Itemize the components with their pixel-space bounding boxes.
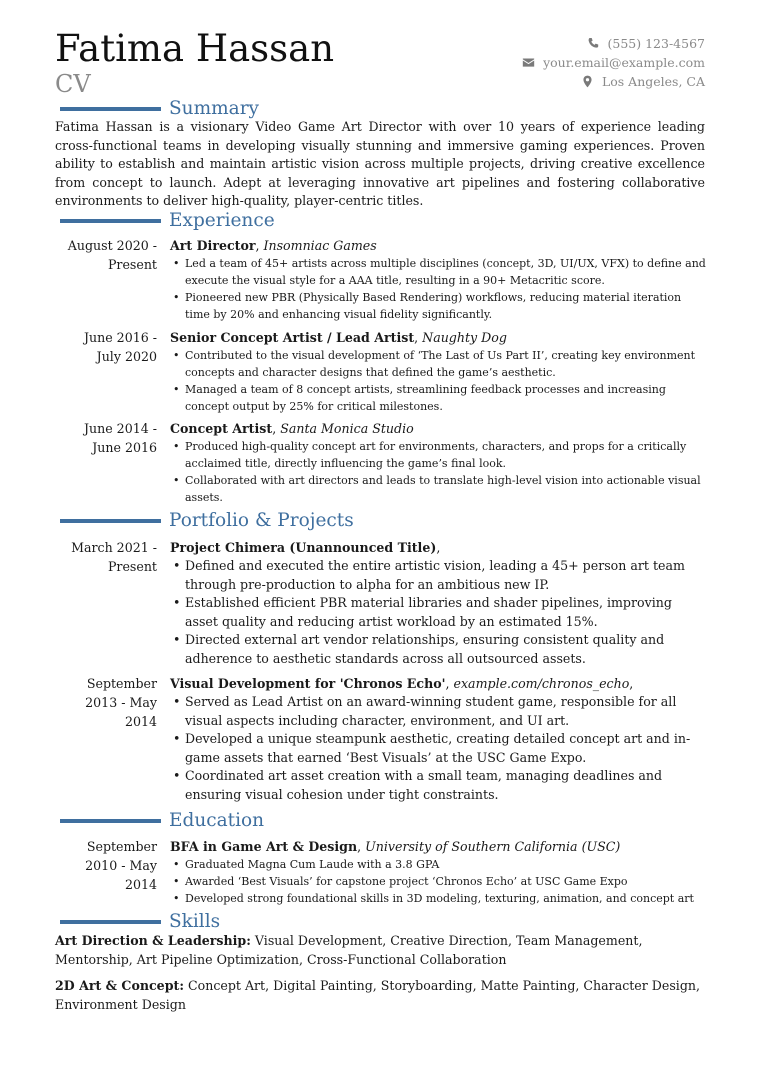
entry-body [170,419,707,506]
bullet-item: • Managed a team of 8 concept artists, streamlining feedback processes and increasing concept output by 25% for critical milestones. [170,381,707,415]
date-line: August 2020 - [67,238,157,253]
entry-body [170,538,707,669]
entry-role: Concept Artist, Santa Monica Studio [170,421,414,436]
entry-body [170,837,707,907]
degree-title: BFA in Game Art & Design [170,839,358,854]
role-title: Art Director [170,238,256,253]
section-rule [60,519,161,523]
bullet-item: • Awarded ‘Best Visuals’ for capstone project ‘Chronos Echo’ at USC Game Expo [170,873,707,890]
section-title: Experience [169,210,275,231]
section-summary-heading [60,98,259,120]
date-line: June 2016 [92,440,157,455]
bullet-item: • Developed strong foundational skills in 3D modeling, texturing, animation, and concept art [170,890,707,907]
role-title: Concept Artist [170,421,273,436]
bullet-item: • Led a team of 45+ artists across multiple disciplines (concept, 3D, UI/UX, VFX) to define and execute the visual style for a AAA title, resulting in a 90+ Metacritic score. [170,255,707,289]
role-org: Naughty Dog [422,330,507,345]
contact-location [522,72,705,91]
section-education-heading [60,810,264,832]
bullet-item: • Graduated Magna Cum Laude with a 3.8 GPA [170,856,707,873]
bullet-item: • Pioneered new PBR (Physically Based Rendering) workflows, reducing material iteration time by 20% and enhancing visual fidelity significantly. [170,289,707,323]
bullet-item: • Collaborated with art directors and leads to translate high-level vision into actionable visual assets. [170,472,707,506]
document-subtitle: CV [55,70,91,98]
bullet-list [170,438,707,506]
summary-paragraph: Fatima Hassan is a visionary Video Game Art Director with over 10 years of experience leading cross-functional teams in developing visually stunning and immersive gaming experiences. Proven ability to establish and maintain artistic vision across multiple projects, driving creative excellence from concept to launch. Adept at leveraging innovative art pipelines and fostering collaborative environments to deliver high-quality, player-centric titles. [55,119,705,209]
entry-role: Art Director, Insomniac Games [170,238,377,253]
project-link[interactable]: example.com/chronos_echo [453,676,630,691]
contact-email [522,53,705,72]
entry-role: Project Chimera (Unannounced Title), [170,540,441,555]
skill-text: Concept Art, Digital Painting, Storyboarding, Matte Painting, Character Design, Environment Design [55,978,701,1012]
candidate-name: Fatima Hassan [55,27,335,70]
bullet-item: • Defined and executed the entire artistic vision, leading a 45+ person art team through pre-production to alpha for an ambitious new IP. [170,557,707,594]
entry-date [55,674,157,731]
bullet-item: • Directed external art vendor relationships, ensuring consistent quality and adherence to aesthetic standards across all outsourced assets. [170,631,707,668]
project-title: Visual Development for 'Chronos Echo' [170,676,446,691]
school-name: University of Southern California (USC) [365,839,621,854]
date-line: Present [107,559,157,574]
phone-icon [587,37,600,50]
entry-date [55,328,157,366]
bullet-item: • Coordinated art asset creation with a small team, managing deadlines and ensuring visual cohesion under tight constraints. [170,767,707,804]
section-title: Portfolio & Projects [169,510,354,531]
date-line: September [86,839,157,854]
skill-label: Art Direction & Leadership: [55,933,251,948]
section-title: Education [169,810,265,831]
role-org: Insomniac Games [263,238,377,253]
date-line: September [86,676,157,691]
bullet-item: • Served as Lead Artist on an award-winning student game, responsible for all visual aspects including character, environment, and UI art. [170,693,707,730]
bullet-list [170,557,707,669]
date-line: 2014 [124,714,157,729]
skill-label: 2D Art & Concept: [55,978,184,993]
bullet-list [170,255,707,323]
bullet-item: • Produced high-quality concept art for environments, characters, and props for a critically acclaimed title, directly influencing the game’s final look. [170,438,707,472]
role-org: Santa Monica Studio [280,421,414,436]
entry-role: Senior Concept Artist / Lead Artist, Naughty Dog [170,330,507,345]
bullet-list [170,347,707,415]
bullet-list [170,856,707,907]
entry-date [55,538,157,576]
contact-block [522,34,705,91]
entry-date [55,837,157,894]
contact-phone [522,34,705,53]
date-line: 2013 - May [85,695,157,710]
phone-text[interactable]: (555) 123-4567 [607,36,705,51]
section-title: Summary [169,98,259,119]
entry-role: Visual Development for 'Chronos Echo', example.com/chronos_echo, [170,676,634,691]
email-link[interactable]: your.email@example.com [543,55,705,70]
role-title: Senior Concept Artist / Lead Artist [170,330,415,345]
date-line: June 2016 - [83,330,157,345]
location-pin-icon [581,75,594,88]
entry-body [170,328,707,415]
entry-body [170,236,707,323]
section-experience-heading [60,210,275,232]
entry-body [170,674,707,805]
date-line: Present [107,257,157,272]
bullet-list [170,693,707,805]
bullet-item: • Established efficient PBR material libraries and shader pipelines, improving asset quality and reducing artist workload by an estimated 15%. [170,594,707,631]
location-text: Los Angeles, CA [601,74,705,89]
entry-date [55,236,157,274]
bullet-item: • Contributed to the visual development of ‘The Last of Us Part II’, creating key environment concepts and character designs that defined the game’s aesthetic. [170,347,707,381]
entry-date [55,419,157,457]
date-line: July 2020 [96,349,157,364]
skill-text: Visual Development, Creative Direction, Team Management, Mentorship, Art Pipeline Optimization, Cross-Functional Collaboration [55,933,643,967]
date-line: 2010 - May [85,858,157,873]
section-portfolio-heading [60,510,354,532]
date-line: March 2021 - [71,540,157,555]
date-line: 2014 [124,877,157,892]
section-rule [60,107,161,111]
date-line: June 2014 - [83,421,157,436]
project-title: Project Chimera (Unannounced Title) [170,540,437,555]
skill-line [55,977,705,1014]
entry-role: BFA in Game Art & Design, University of Southern California (USC) [170,839,621,854]
section-title: Skills [169,911,221,932]
skill-line [55,932,705,969]
section-rule [60,819,161,823]
bullet-item: • Developed a unique steampunk aesthetic, creating detailed concept art and in-game assets that earned ‘Best Visuals’ at the USC Game Expo. [170,730,707,767]
section-rule [60,920,161,924]
envelope-icon [522,56,535,69]
section-skills-heading [60,911,220,933]
section-rule [60,219,161,223]
